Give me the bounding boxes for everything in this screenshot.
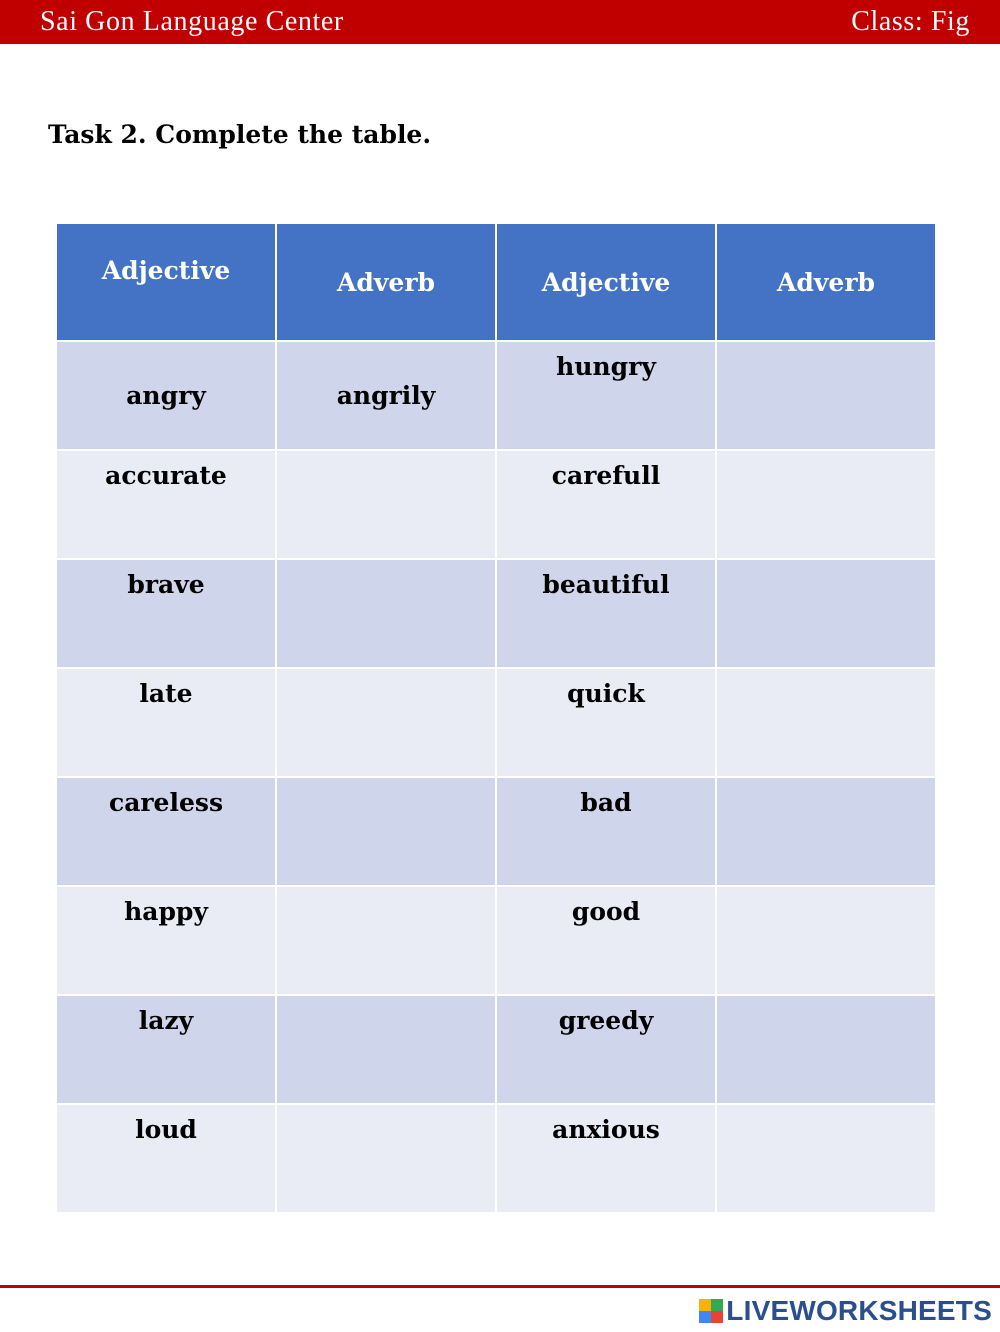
- adverb-answer-cell[interactable]: [276, 450, 496, 559]
- table-row: [56, 559, 936, 668]
- adjective-cell: bad: [496, 777, 716, 886]
- adjective-adverb-table: [55, 222, 937, 1214]
- adverb-answer-cell[interactable]: [276, 1104, 496, 1213]
- adverb-answer-cell[interactable]: [716, 995, 936, 1104]
- adverb-answer-cell[interactable]: [276, 668, 496, 777]
- class-label: Class: Fig: [851, 6, 970, 37]
- table-row: [56, 450, 936, 559]
- header-adverb-1: Adverb: [276, 223, 496, 341]
- adverb-answer-cell[interactable]: [716, 1104, 936, 1213]
- adjective-cell: good: [496, 886, 716, 995]
- header-bar: [0, 0, 1000, 44]
- table-row: [56, 886, 936, 995]
- header-adjective-1: Adjective: [56, 223, 276, 341]
- table-row: [56, 341, 936, 450]
- adjective-cell: lazy: [56, 995, 276, 1104]
- table-row: [56, 1104, 936, 1213]
- task-title: Task 2. Complete the table.: [48, 120, 432, 149]
- liveworksheets-logo-icon: [699, 1299, 723, 1323]
- adverb-answer-cell[interactable]: [716, 341, 936, 450]
- adverb-answer-cell[interactable]: [276, 559, 496, 668]
- table-row: [56, 995, 936, 1104]
- logo-text: LIVEWORKSHEETS: [726, 1295, 992, 1326]
- adverb-answer-cell[interactable]: [716, 886, 936, 995]
- adjective-cell: late: [56, 668, 276, 777]
- adverb-answer-cell[interactable]: [716, 777, 936, 886]
- adverb-answer-cell[interactable]: [276, 886, 496, 995]
- adjective-cell: beautiful: [496, 559, 716, 668]
- adverb-answer-cell[interactable]: [276, 995, 496, 1104]
- adjective-cell: hungry: [496, 341, 716, 450]
- table-row: [56, 668, 936, 777]
- adverb-answer-cell[interactable]: [276, 777, 496, 886]
- adjective-cell: carefull: [496, 450, 716, 559]
- adjective-cell: angry: [56, 341, 276, 450]
- adjective-cell: loud: [56, 1104, 276, 1213]
- adverb-answer-cell[interactable]: [716, 668, 936, 777]
- header-adverb-2: Adverb: [716, 223, 936, 341]
- adverb-answer-cell[interactable]: [716, 559, 936, 668]
- liveworksheets-logo: [699, 1296, 992, 1326]
- table-header-row: [56, 223, 936, 341]
- adjective-cell: accurate: [56, 450, 276, 559]
- adjective-cell: greedy: [496, 995, 716, 1104]
- adjective-cell: happy: [56, 886, 276, 995]
- footer-divider: [0, 1285, 1000, 1288]
- table-row: [56, 777, 936, 886]
- school-name: Sai Gon Language Center: [40, 6, 344, 37]
- header-adjective-2: Adjective: [496, 223, 716, 341]
- adverb-answer-cell[interactable]: [716, 450, 936, 559]
- adjective-cell: quick: [496, 668, 716, 777]
- adverb-answer-cell[interactable]: angrily: [276, 341, 496, 450]
- adjective-cell: anxious: [496, 1104, 716, 1213]
- adjective-cell: careless: [56, 777, 276, 886]
- adjective-cell: brave: [56, 559, 276, 668]
